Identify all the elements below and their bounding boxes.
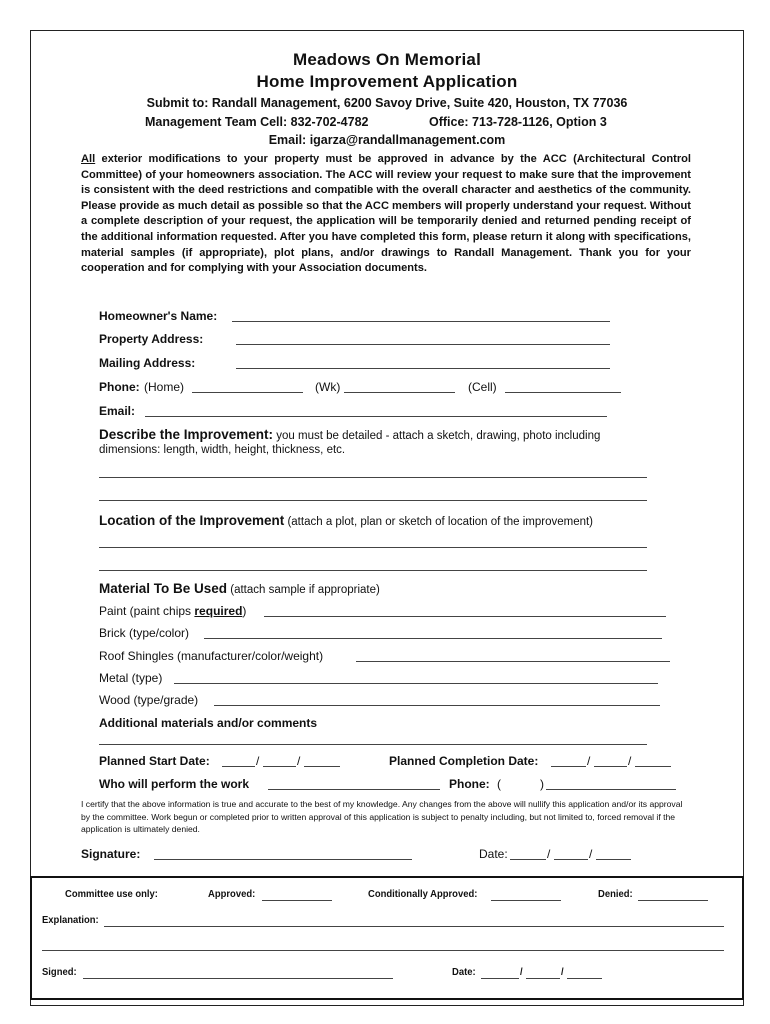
metal-field[interactable] (174, 683, 658, 684)
location-heading (99, 512, 593, 530)
location-note: (attach a plot, plan or sketch of location of the improvement) (284, 516, 594, 528)
who-field[interactable] (268, 789, 440, 790)
roof-label: Roof Shingles (manufacturer/color/weight) (99, 649, 324, 663)
start-year-field[interactable] (304, 766, 340, 767)
contact-email: Email: igarza@randallmanagement.com (268, 133, 506, 147)
denied-label: Denied: (598, 888, 633, 900)
signature-sep-1: / (547, 847, 551, 861)
phone-label: Phone: (99, 380, 140, 394)
completion-year-field[interactable] (635, 766, 671, 767)
form-subtitle: Home Improvement Application (256, 72, 518, 91)
paint-field[interactable] (264, 616, 666, 617)
mailing-address-field[interactable] (236, 368, 610, 369)
explanation-label: Explanation: (42, 914, 99, 926)
property-address-label: Property Address: (99, 332, 204, 346)
describe-note: you must be detailed - attach a sketch, drawing, photo including (273, 430, 601, 442)
location-line-2[interactable] (99, 570, 647, 571)
signature-day-field[interactable] (554, 859, 588, 860)
completion-date-label: Planned Completion Date: (389, 754, 539, 768)
management-cell: Management Team Cell: 832-702-4782 (145, 115, 369, 129)
signed-label: Signed: (42, 966, 77, 978)
describe-line-1[interactable] (99, 477, 647, 478)
wood-label: Wood (type/grade) (99, 693, 199, 707)
homeowner-name-label: Homeowner's Name: (99, 309, 218, 323)
email-field[interactable] (145, 416, 607, 417)
signature-field[interactable] (154, 859, 412, 860)
phone-paren-close: ) (540, 777, 544, 791)
certification-text: I certify that the above information is true and accurate to the best of my knowledge. Any changes from the above will nullify this application and/or its approval by the committee. Work begun or completed prior to written approval of this application is subject to penalty including, but not limited to, forced removal if the application is ultimately denied. (81, 799, 683, 834)
conditional-label: Conditionally Approved: (368, 888, 478, 900)
paint-label-b: ) (242, 604, 247, 618)
office-phone: Office: 713-728-1126, Option 3 (429, 115, 607, 129)
phone-home-label: (Home) (144, 380, 185, 394)
paint-label (99, 604, 246, 618)
committee-box (30, 876, 744, 1000)
signature-sep-2: / (589, 847, 593, 861)
start-sep-1: / (256, 754, 260, 768)
homeowner-name-field[interactable] (232, 321, 610, 322)
signature-month-field[interactable] (510, 859, 546, 860)
phone-work-field[interactable] (344, 392, 455, 393)
committee-date-label: Date: (452, 966, 476, 978)
describe-heading (99, 426, 600, 444)
materials-label: Material To Be Used (99, 581, 228, 596)
signature-date-label: Date: (479, 847, 508, 861)
phone-cell-field[interactable] (505, 392, 621, 393)
paint-required: required (194, 604, 243, 618)
who-label: Who will perform the work (99, 777, 250, 791)
phone-home-field[interactable] (192, 392, 303, 393)
intro-text: exterior modifications to your property must be approved in advance by the ACC (Architectural Control Committee) of your homeowners association. The ACC will review your request to make sure that the improvement is consistent with the deed restrictions and compatible with the overall character and aesthetics of the community. Please provide as much detail as possible so that the ACC members will properly understand your request. Without a complete description of your request, the application will be temporarily denied and returned pending receipt of the additional information requested. After you have completed this form, please return it along with specifications, material samples (if appropriate), plot plans, and/or drawings to Randall Management. Thank you for your cooperation and for complying with your Association documents. (81, 153, 691, 275)
property-address-field[interactable] (236, 344, 610, 345)
location-line-1[interactable] (99, 547, 647, 548)
brick-label: Brick (type/color) (99, 626, 190, 640)
committee-sep-2: / (561, 966, 564, 978)
brick-field[interactable] (204, 638, 662, 639)
phone-work-label: (Wk) (315, 380, 341, 394)
start-date-label: Planned Start Date: (99, 754, 210, 768)
email-label: Email: (99, 404, 136, 418)
roof-field[interactable] (356, 661, 670, 662)
approved-label: Approved: (208, 888, 256, 900)
describe-line-2[interactable] (99, 500, 647, 501)
signature-year-field[interactable] (596, 859, 631, 860)
completion-day-field[interactable] (594, 766, 627, 767)
denied-field[interactable] (638, 900, 708, 901)
start-month-field[interactable] (222, 766, 255, 767)
wood-field[interactable] (214, 705, 660, 706)
phone-paren-open: ( (497, 777, 501, 791)
additional-label: Additional materials and/or comments (99, 716, 318, 730)
submit-address: Submit to: Randall Management, 6200 Savoy Drive, Suite 420, Houston, TX 77036 (146, 96, 628, 110)
committee-day-field[interactable] (526, 978, 560, 979)
committee-title: Committee use only: (65, 888, 158, 900)
intro-paragraph (81, 152, 691, 277)
start-sep-2: / (297, 754, 301, 768)
conditional-field[interactable] (491, 900, 561, 901)
materials-note: (attach sample if appropriate) (227, 584, 380, 596)
intro-all: All (81, 153, 96, 165)
explanation-line-1[interactable] (104, 926, 724, 927)
describe-note-2: dimensions: length, width, height, thickness, etc. (99, 444, 346, 456)
metal-label: Metal (type) (99, 671, 163, 685)
mailing-address-label: Mailing Address: (99, 356, 196, 370)
explanation-line-2[interactable] (42, 950, 724, 951)
completion-sep-2: / (628, 754, 632, 768)
paint-label-a: Paint (paint chips (99, 604, 195, 618)
signed-field[interactable] (83, 978, 393, 979)
approved-field[interactable] (262, 900, 332, 901)
completion-sep-1: / (587, 754, 591, 768)
committee-sep-1: / (520, 966, 523, 978)
location-label: Location of the Improvement (99, 513, 285, 528)
completion-month-field[interactable] (551, 766, 586, 767)
additional-field[interactable] (99, 744, 647, 745)
form-title: Meadows On Memorial (292, 50, 481, 69)
committee-year-field[interactable] (567, 978, 602, 979)
phone-cell-label: (Cell) (468, 380, 497, 394)
contractor-phone-field[interactable] (546, 789, 676, 790)
describe-label: Describe the Improvement: (99, 427, 274, 442)
committee-month-field[interactable] (481, 978, 519, 979)
materials-heading (99, 580, 380, 598)
signature-label: Signature: (81, 847, 141, 861)
contractor-phone-label: Phone: (449, 777, 490, 791)
start-day-field[interactable] (263, 766, 296, 767)
